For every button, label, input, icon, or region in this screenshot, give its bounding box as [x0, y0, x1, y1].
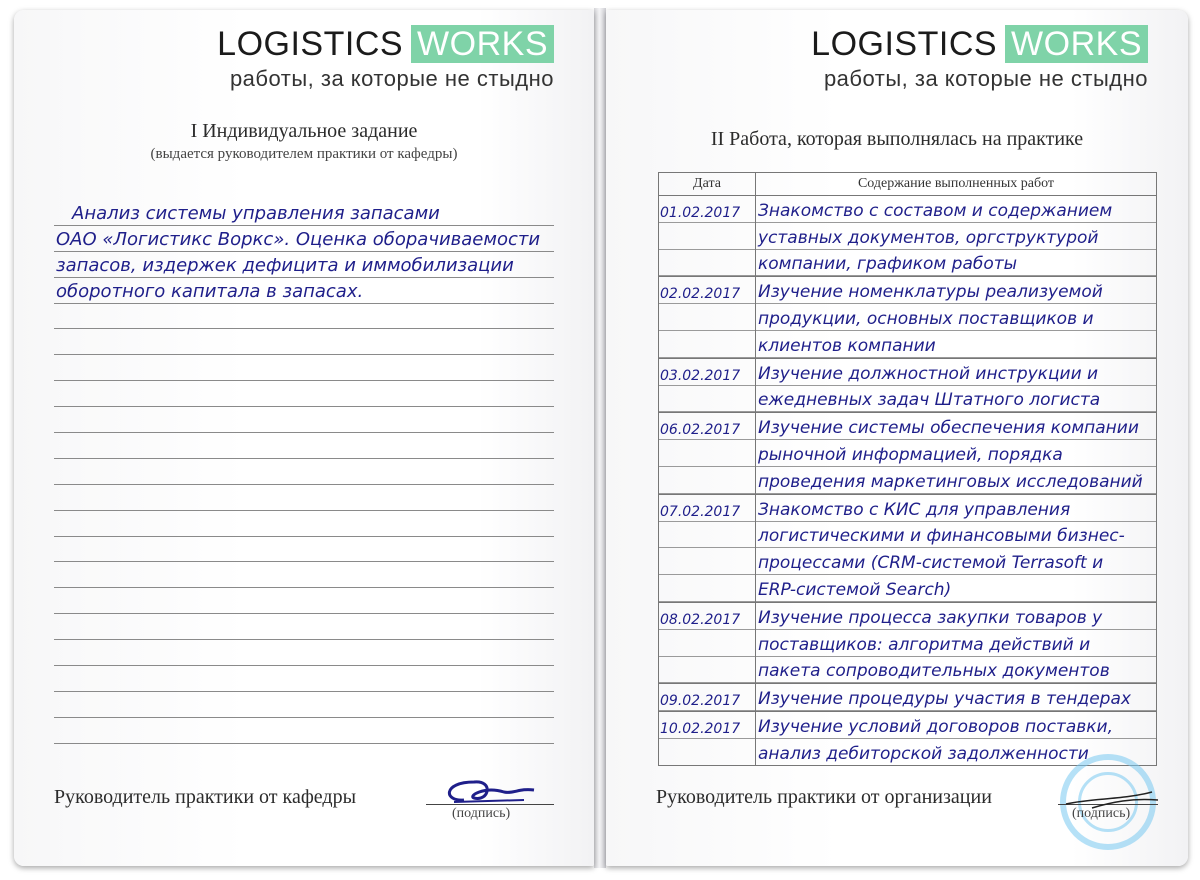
- table-row: [659, 712, 1157, 766]
- logo-brand: LOGISTICS: [811, 25, 998, 63]
- row-text-line: процессами (CRM-системой Terrasoft и: [758, 553, 1104, 574]
- row-text-line: Изучение процедуры участия в тендерах: [758, 689, 1131, 710]
- logo: [217, 24, 554, 92]
- ruled-line: [54, 329, 554, 355]
- task-text: оборотного капитала в запасах.: [56, 280, 364, 302]
- logo-tagline: работы, за которые не стыдно: [229, 66, 554, 91]
- logo-brand: LOGISTICS: [217, 25, 404, 63]
- logo-brand-accent: WORKS: [1005, 25, 1148, 63]
- right-signature-label: Руководитель практики от организации: [656, 786, 992, 808]
- table-row: [659, 277, 1157, 358]
- row-date: 06.02.2017: [660, 422, 741, 439]
- right-page-title: II Работа, которая выполнялась на практике: [710, 128, 1084, 150]
- table-row: [659, 413, 1157, 494]
- task-text: ОАО «Логистикс Воркс». Оценка оборачиваемости: [56, 228, 541, 250]
- row-date: 07.02.2017: [660, 503, 741, 520]
- row-text-line: ежедневных задач Штатного логиста: [758, 390, 1101, 411]
- left-signature-caption: (подпись): [452, 806, 511, 821]
- row-date: 01.02.2017: [660, 204, 741, 221]
- row-text-line: Знакомство с КИС для управления: [758, 499, 1071, 520]
- date-cell: [659, 494, 756, 602]
- ruled-line: [54, 640, 554, 666]
- table-row: [659, 358, 1157, 413]
- work-table: [658, 172, 1157, 766]
- date-cell: [659, 277, 756, 358]
- content-cell: [756, 602, 1157, 683]
- row-text-line: уставных документов, оргструктурой: [758, 227, 1099, 248]
- date-cell: [659, 196, 756, 277]
- logo-brand-accent: WORKS: [411, 25, 554, 63]
- ruled-line: [54, 278, 554, 304]
- task-lines: [54, 200, 554, 744]
- ruled-line: [54, 692, 554, 718]
- ruled-line: [54, 562, 554, 588]
- row-text-line: проведения маркетинговых исследований: [758, 471, 1143, 492]
- row-text-line: Изучение условий договоров поставки,: [758, 716, 1113, 737]
- row-text-line: клиентов компании: [758, 335, 936, 356]
- ruled-line: [54, 304, 554, 330]
- table-row: [659, 196, 1157, 277]
- left-page: [14, 10, 594, 866]
- content-cell: [756, 413, 1157, 494]
- column-header-content: Содержание выполненных работ: [756, 173, 1157, 196]
- ruled-line: [54, 718, 554, 744]
- ruled-line: [54, 226, 554, 252]
- book-spine: [594, 8, 606, 868]
- table-row: [659, 602, 1157, 683]
- ruled-line: [54, 666, 554, 692]
- row-date: 03.02.2017: [660, 367, 741, 384]
- logo: [811, 24, 1148, 92]
- row-date: 10.02.2017: [660, 720, 741, 737]
- date-cell: [659, 712, 756, 766]
- right-signature-caption: (подпись): [1072, 806, 1131, 821]
- ruled-line: [54, 407, 554, 433]
- row-text-line: ERP-системой Search): [758, 579, 952, 600]
- row-text-line: продукции, основных поставщиков и: [758, 308, 1094, 329]
- content-cell: [756, 277, 1157, 358]
- ruled-line: [54, 588, 554, 614]
- left-signature-label: Руководитель практики от кафедры: [54, 786, 357, 808]
- date-cell: [659, 358, 756, 413]
- ruled-line: [54, 355, 554, 381]
- ruled-line: [54, 200, 554, 226]
- content-cell: [756, 494, 1157, 602]
- row-text-line: Изучение должностной инструкции и: [758, 363, 1099, 384]
- row-text-line: рыночной информацией, порядка: [758, 444, 1063, 465]
- ruled-line: [54, 252, 554, 278]
- content-cell: [756, 358, 1157, 413]
- task-text: Анализ системы управления запасами: [72, 202, 440, 224]
- logo-tagline: работы, за которые не стыдно: [823, 66, 1148, 91]
- left-page-title: I Индивидуальное задание: [190, 120, 418, 142]
- ruled-line: [54, 433, 554, 459]
- column-header-date: Дата: [659, 173, 756, 196]
- ruled-line: [54, 511, 554, 537]
- row-text-line: поставщиков: алгоритма действий и: [758, 634, 1091, 655]
- row-date: 09.02.2017: [660, 693, 741, 710]
- row-text-line: компании, графиком работы: [758, 254, 1018, 275]
- left-page-subtitle: (выдается руководителем практики от кафедры): [150, 146, 458, 162]
- row-date: 02.02.2017: [660, 286, 741, 303]
- row-text-line: Изучение номенклатуры реализуемой: [758, 282, 1103, 303]
- row-text-line: Знакомство с составом и содержанием: [758, 200, 1113, 221]
- table-row: [659, 684, 1157, 712]
- ruled-line: [54, 459, 554, 485]
- task-text: запасов, издержек дефицита и иммобилизации: [56, 254, 514, 276]
- row-text-line: Изучение системы обеспечения компании: [758, 418, 1139, 439]
- row-date: 08.02.2017: [660, 611, 741, 628]
- content-cell: [756, 684, 1157, 712]
- row-text-line: пакета сопроводительных документов: [758, 661, 1110, 682]
- date-cell: [659, 413, 756, 494]
- ruled-line: [54, 485, 554, 511]
- table-row: [659, 494, 1157, 602]
- ruled-line: [54, 614, 554, 640]
- date-cell: [659, 684, 756, 712]
- date-cell: [659, 602, 756, 683]
- content-cell: [756, 196, 1157, 277]
- ruled-line: [54, 381, 554, 407]
- row-text-line: логистическими и финансовыми бизнес-: [758, 526, 1125, 547]
- row-text-line: Изучение процесса закупки товаров у: [758, 607, 1103, 628]
- ruled-line: [54, 537, 554, 563]
- row-text-line: анализ дебиторской задолженности: [758, 743, 1089, 764]
- right-page: [606, 10, 1188, 866]
